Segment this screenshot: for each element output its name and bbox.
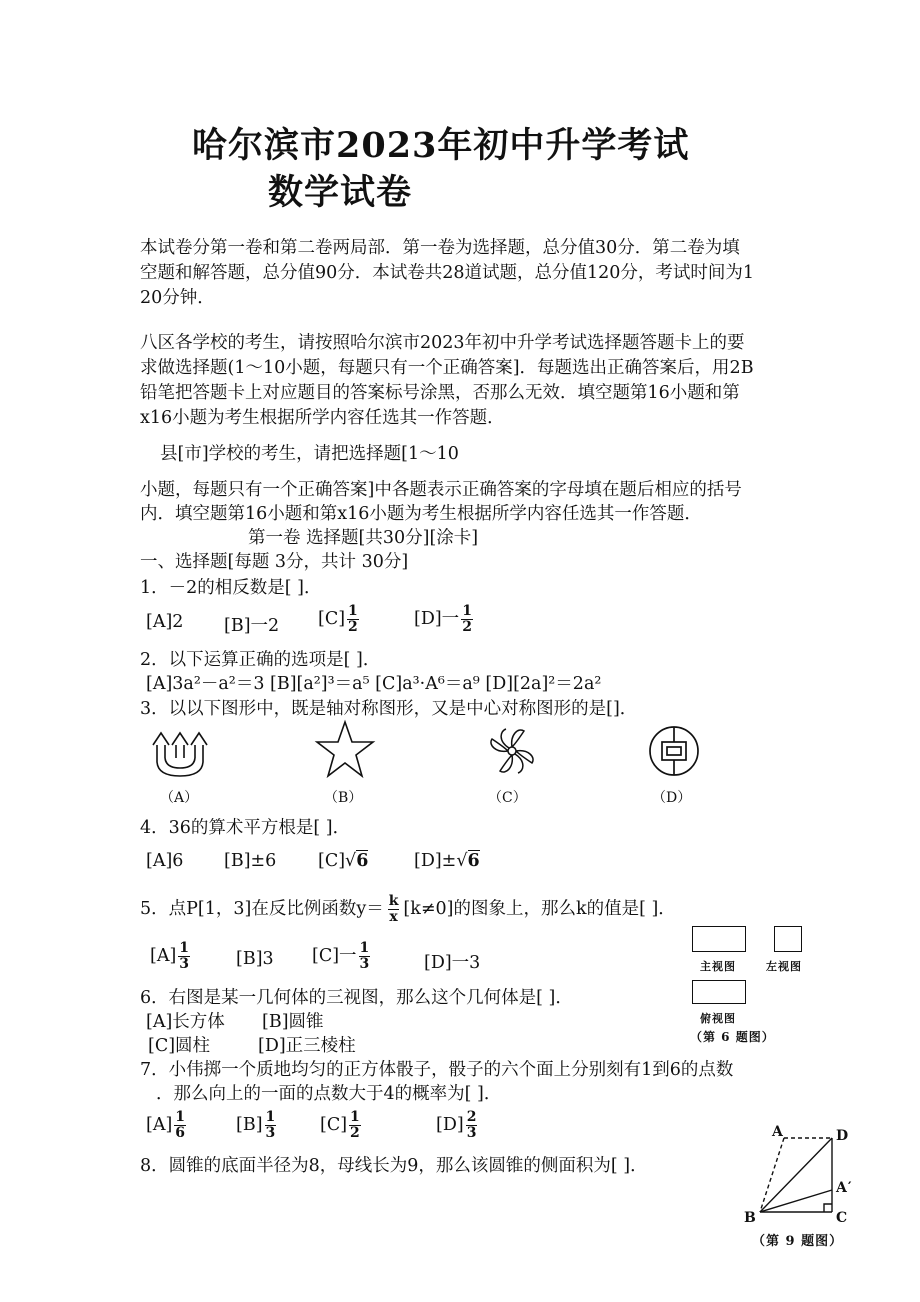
section-header: 第一卷 选择题[共30分][涂卡]	[248, 528, 479, 548]
sqrt-symbol: √	[345, 851, 357, 871]
left-view-rect	[774, 926, 802, 952]
q5-k-over-x: $\frac{k}{x}$	[388, 893, 399, 925]
q7-stem-line2: ．那么向上的一面的点数大于4的概率为[ ]．	[156, 1084, 502, 1104]
q7-option-b: [B] $\frac{1}{3}$	[236, 1109, 276, 1141]
figure-d-circle	[648, 724, 702, 778]
q1-option-b: [B]一2	[224, 616, 280, 636]
q7-option-a: [A] $\frac{1}{6}$	[146, 1109, 186, 1141]
q7-b-fraction: $\frac{1}{3}$	[265, 1109, 276, 1141]
fig9-label-b: B	[744, 1210, 757, 1226]
front-view-label: 主视图	[700, 960, 736, 973]
intro-p2-line1: 八区各学校的考生，请按照哈尔滨市2023年初中升学考试选择题答题卡上的要	[140, 333, 745, 353]
q4-option-d: [D]±√6	[414, 851, 480, 871]
q3-label-c: （C）	[488, 790, 527, 806]
fig9-label-c: C	[836, 1210, 849, 1226]
q2-options: [A]3a²－a²＝3 [B][a²]³＝a⁵ [C]a³·A⁶＝a⁹ [D][2a]²＝2a²	[146, 674, 602, 694]
intro-p3: 县[市]学校的考生，请把选择题[1～10	[160, 444, 459, 464]
q3-stem: 3．以以下图形中，既是轴对称图形，又是中心对称图形的是[]．	[140, 699, 638, 719]
front-view-rect	[692, 926, 746, 952]
intro-p2-line3: 铅笔把答题卡上对应题目的答案标号涂黑，否那么无效．填空题第16小题和第	[140, 383, 740, 403]
q7-option-c: [C] $\frac{1}{2}$	[320, 1109, 360, 1141]
q5-option-c: [C]一 $\frac{1}{3}$	[312, 940, 370, 972]
page-subtitle: 数学试卷	[268, 172, 413, 213]
q5-option-d: [D]一3	[424, 953, 481, 973]
top-view-label: 俯视图	[700, 1012, 736, 1025]
intro-p4-line1: 小题，每题只有一个正确答案]中各题表示正确答案的字母填在题后相应的括号	[140, 480, 742, 500]
q4-option-b: [B]±6	[224, 851, 277, 871]
left-view-label: 左视图	[766, 960, 802, 973]
q5-stem: 5．点P[1，3]在反比例函数y＝ $\frac{k}{x}$ [k≠0]的图象上，那么k的值是[ ]．	[140, 893, 676, 925]
top-view-rect	[692, 980, 746, 1004]
q7-c-fraction: $\frac{1}{2}$	[350, 1109, 360, 1141]
q7-stem-line1: 7．小伟掷一个质地均匀的正方体骰子，骰子的六个面上分别刻有1到6的点数	[140, 1060, 734, 1080]
fig9-label-d: D	[836, 1128, 850, 1144]
q7-a-fraction: $\frac{1}{6}$	[175, 1109, 186, 1141]
q4-option-a: [A]6	[146, 851, 184, 871]
intro-p4-line2: 内．填空题第16小题和第x16小题为考生根据所学内容任选其一作答题．	[140, 504, 702, 524]
q3-label-b: （B）	[324, 790, 363, 806]
q6-option-b: [B]圆锥	[262, 1012, 324, 1032]
q5-option-b: [B]3	[236, 949, 274, 969]
intro-p1-line1: 本试卷分第一卷和第二卷两局部．第一卷为选择题，总分值30分．第二卷为填	[140, 238, 740, 258]
q7-d-fraction: $\frac{2}{3}$	[466, 1109, 477, 1141]
figure-b-star	[314, 720, 376, 780]
q4-stem: 4．36的算术平方根是[ ]．	[140, 818, 351, 838]
q1-option-d: [D]一 $\frac{1}{2}$	[414, 603, 472, 635]
q1-option-c: [C] $\frac{1}{2}$	[318, 603, 358, 635]
q6-option-a: [A]长方体	[146, 1012, 225, 1032]
intro-p1-line3: 20分钟．	[140, 288, 215, 308]
figure-a-arrows	[150, 730, 212, 780]
fig9-label-a: A	[772, 1124, 784, 1140]
q3-label-d: （D）	[652, 790, 692, 806]
page-title: 哈尔滨市2023年初中升学考试	[192, 125, 690, 166]
q1-c-fraction: $\frac{1}{2}$	[348, 603, 358, 635]
figure-c-pinwheel	[484, 724, 540, 778]
q2-stem: 2．以下运算正确的选项是[ ]．	[140, 650, 381, 670]
q6-option-c: [C]圆柱	[148, 1036, 211, 1056]
q6-option-d: [D]正三棱柱	[258, 1036, 356, 1056]
q5-c-fraction: $\frac{1}{3}$	[359, 940, 370, 972]
q8-stem: 8．圆锥的底面半径为8，母线长为9，那么该圆锥的侧面积为[ ]．	[140, 1156, 648, 1176]
q1-option-a: [A]2	[146, 612, 184, 632]
q3-label-a: （A）	[160, 790, 199, 806]
q1-stem: 1．－2的相反数是[ ]．	[140, 578, 322, 598]
sqrt-symbol: √	[456, 851, 468, 871]
intro-p1-line2: 空题和解答题，总分值90分．本试卷共28道试题，总分值120分，考试时间为1	[140, 263, 755, 283]
intro-p2-line4: x16小题为考生根据所学内容任选其一作答题．	[140, 408, 505, 428]
q4-option-c: [C]√6	[318, 851, 369, 871]
fig6-caption: （第 6 题图）	[690, 1030, 775, 1044]
q6-stem: 6．右图是某一几何体的三视图，那么这个几何体是[ ]．	[140, 988, 573, 1008]
q7-option-d: [D] $\frac{2}{3}$	[436, 1109, 477, 1141]
fig9-label-a-prime: A′	[836, 1180, 853, 1196]
intro-p2-line2: 求做选择题(1～10小题，每题只有一个正确答案]．每题选出正确答案后，用2B	[140, 358, 754, 378]
q5-a-fraction: $\frac{1}{3}$	[179, 940, 190, 972]
q5-option-a: [A] $\frac{1}{3}$	[150, 940, 190, 972]
fig9-caption: （第 9 题图）	[752, 1234, 844, 1249]
q1-d-fraction: $\frac{1}{2}$	[462, 603, 472, 635]
section-sub: 一、选择题[每题 3分，共计 30分]	[140, 552, 409, 572]
